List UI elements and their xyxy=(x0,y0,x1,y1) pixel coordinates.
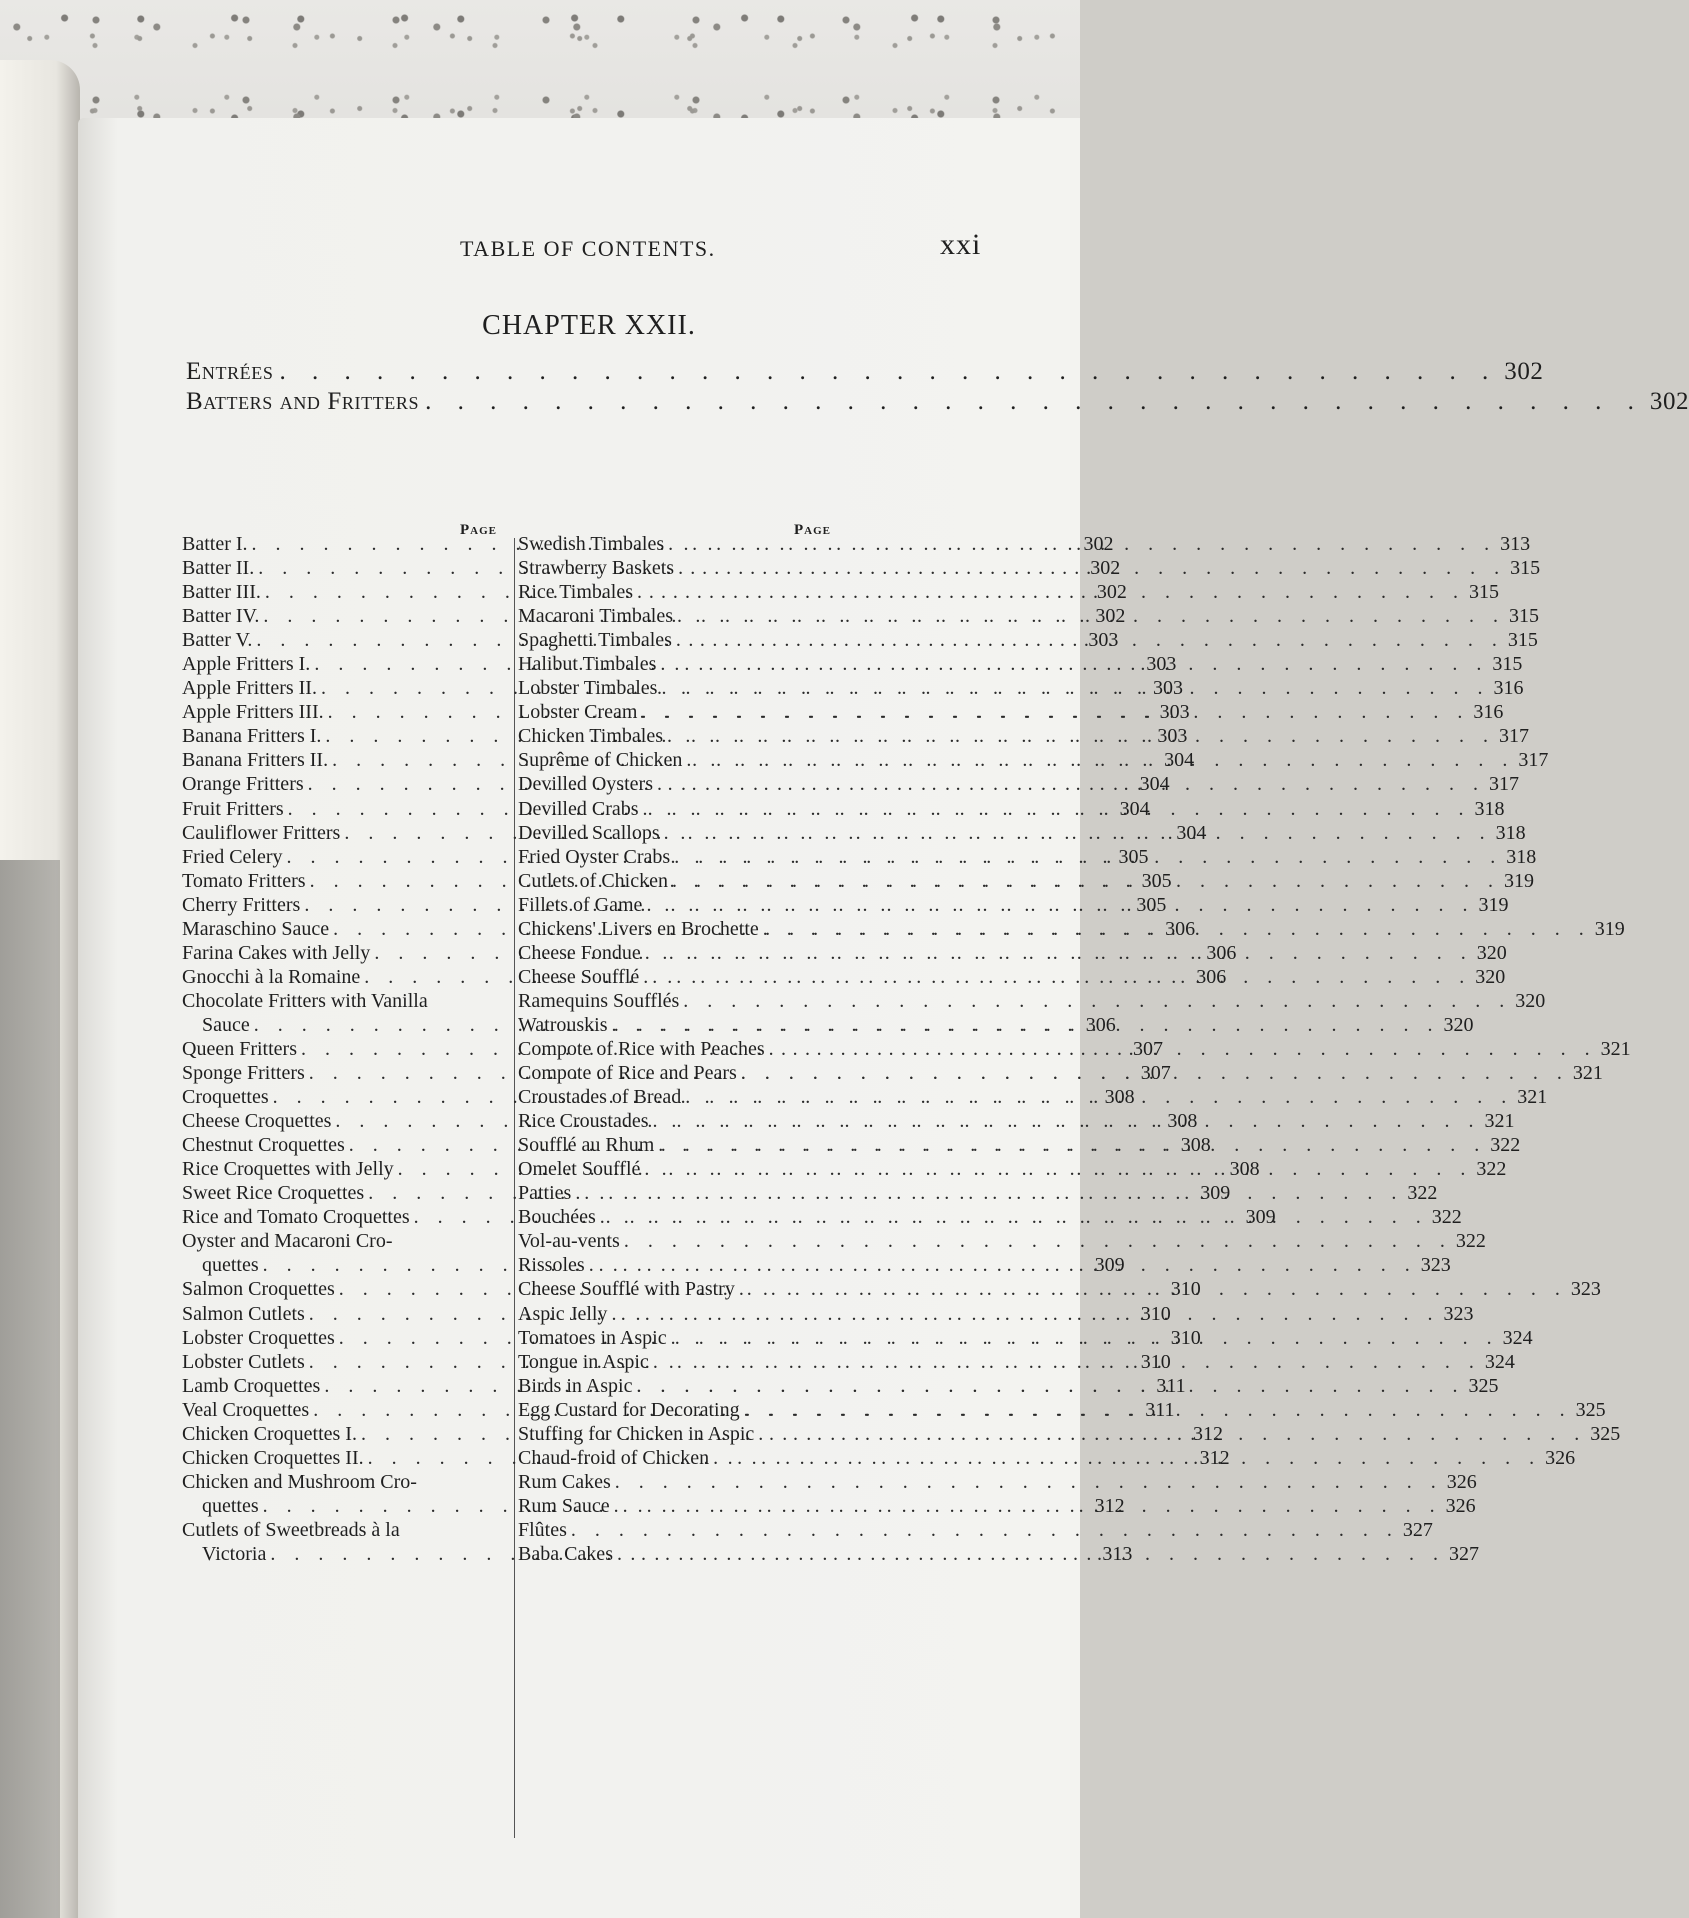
leader-dots xyxy=(637,580,1465,604)
leader-dots xyxy=(645,941,1473,965)
entry-page: 305 xyxy=(1118,845,1149,868)
entry-page: 311 xyxy=(1145,1398,1175,1421)
entry-page: 303 xyxy=(1152,677,1183,700)
entry-page: 321 xyxy=(1600,1037,1631,1060)
entry-page: 304 xyxy=(1139,773,1170,796)
entry-page: 321 xyxy=(1484,1110,1515,1133)
left-column-page-header: Page xyxy=(460,522,497,538)
entry-title: Soufflé au Rhum xyxy=(518,1134,655,1157)
entry-title: Batter IV. xyxy=(182,605,260,628)
entry-title: Lobster Cream xyxy=(518,701,638,724)
leader-dots xyxy=(617,1542,1445,1566)
entry-page: 306 xyxy=(1085,1013,1116,1036)
entry-page: 315 xyxy=(1510,557,1541,580)
toc-entry xyxy=(182,1518,512,1542)
leader-dots xyxy=(653,1109,1481,1133)
entry-title: Batter II. xyxy=(182,557,255,580)
entry-title: Banana Fritters I. xyxy=(182,725,322,748)
entry-title: Chicken Croquettes I. xyxy=(182,1422,357,1445)
entry-page: 317 xyxy=(1488,773,1519,796)
entry-title: Sweet Rice Croquettes xyxy=(182,1182,365,1205)
leader-dots xyxy=(685,1085,1513,1109)
entry-page: 304 xyxy=(1119,797,1150,820)
entry-page: 320 xyxy=(1443,1013,1474,1036)
entry-title: Rum Sauce xyxy=(518,1494,610,1517)
entry-page: 325 xyxy=(1468,1374,1499,1397)
entry-title: Cheese Croquettes xyxy=(182,1110,332,1133)
leader-dots xyxy=(674,845,1502,869)
entry-page: 320 xyxy=(1476,941,1507,964)
leader-dots xyxy=(615,1470,1443,1494)
entry-page: 312 xyxy=(1192,1422,1223,1445)
entry-page: 323 xyxy=(1570,1278,1601,1301)
entry-page: 324 xyxy=(1502,1326,1533,1349)
entry-title: Tomato Fritters xyxy=(182,869,306,892)
toc-entry xyxy=(518,1518,1433,1542)
leader-dots xyxy=(660,652,1488,676)
entry-page: 323 xyxy=(1443,1302,1474,1325)
entry-title: Tongue in Aspic xyxy=(518,1350,649,1373)
shadow xyxy=(0,860,60,1918)
entry-page: 303 xyxy=(1088,629,1119,652)
entry-title: Cutlets of Sweetbreads à la xyxy=(182,1518,400,1541)
leader-dots xyxy=(667,724,1495,748)
leader-dots xyxy=(739,1277,1567,1301)
entry-title: Cherry Fritters xyxy=(182,893,301,916)
entry-title: Chickens' Livers en Brochette xyxy=(518,917,759,940)
leader-dots xyxy=(624,1229,1452,1253)
leader-dots xyxy=(763,917,1591,941)
entry-page: 323 xyxy=(1420,1254,1451,1277)
leader-dots xyxy=(653,1350,1481,1374)
entry-title: Rum Cakes xyxy=(518,1470,611,1493)
entry-page: 319 xyxy=(1503,869,1534,892)
entry-page: 305 xyxy=(1141,869,1172,892)
entry-title: Maraschino Sauce xyxy=(182,917,330,940)
section-entry xyxy=(186,358,1544,388)
entry-title: Sponge Fritters xyxy=(182,1062,305,1085)
entry-title: Fried Oyster Crabs xyxy=(518,845,671,868)
entry-title: Lobster Cutlets xyxy=(182,1350,305,1373)
leader-dots xyxy=(672,869,1500,893)
entry-page: 322 xyxy=(1476,1158,1507,1181)
leader-dots xyxy=(571,1518,1399,1542)
leader-dots xyxy=(741,1061,1569,1085)
entry-title: Birds in Aspic xyxy=(518,1374,633,1397)
leader-dots xyxy=(425,388,1644,416)
entry-page: 316 xyxy=(1493,677,1524,700)
entry-title: Batter I. xyxy=(182,533,248,555)
entry-page: 313 xyxy=(1102,1542,1133,1565)
entry-title: Apple Fritters I. xyxy=(182,653,311,676)
leader-dots xyxy=(575,1181,1403,1205)
leader-dots xyxy=(686,748,1514,772)
leader-dots xyxy=(661,676,1489,700)
entry-page: 304 xyxy=(1176,821,1207,844)
entry-page: 317 xyxy=(1518,749,1549,772)
entry-title: Bouchées xyxy=(518,1206,596,1229)
entry-title: Victoria xyxy=(202,1542,267,1565)
entry-title: Salmon Croquettes xyxy=(182,1278,335,1301)
entry-title: Apple Fritters II. xyxy=(182,677,317,700)
leader-dots xyxy=(744,1398,1572,1422)
leader-dots xyxy=(589,1253,1417,1277)
entry-title: quettes xyxy=(202,1254,259,1277)
entry-page: 313 xyxy=(1500,533,1531,555)
leader-dots xyxy=(683,989,1511,1013)
leader-dots xyxy=(641,700,1469,724)
entry-page: 312 xyxy=(1199,1446,1230,1469)
leader-dots xyxy=(644,1157,1472,1181)
entry-title: Chaud-froid of Chicken xyxy=(518,1446,710,1469)
entry-title: Banana Fritters II. xyxy=(182,749,329,772)
entry-page: 324 xyxy=(1484,1350,1515,1373)
entry-page: 315 xyxy=(1509,605,1539,628)
entry-title: Orange Fritters xyxy=(182,773,304,796)
leader-dots xyxy=(668,532,1496,556)
entry-page: 326 xyxy=(1445,1494,1476,1517)
entry-title: Lobster Timbales xyxy=(518,677,658,700)
entry-page: 302 xyxy=(1095,605,1126,628)
entry-title: Rice Croquettes with Jelly xyxy=(182,1158,394,1181)
entry-title: Rissoles xyxy=(518,1254,585,1277)
entry-title: Croustades of Bread xyxy=(518,1086,682,1109)
entry-page: 326 xyxy=(1446,1470,1477,1493)
entry-title: Lamb Croquettes xyxy=(182,1374,321,1397)
entry-page: 310 xyxy=(1140,1350,1171,1373)
leader-dots xyxy=(758,1422,1586,1446)
entry-page: 325 xyxy=(1575,1398,1606,1421)
book-page xyxy=(78,118,1689,1918)
entry-page: 315 xyxy=(1492,653,1523,676)
entry-title: Vol-au-vents xyxy=(518,1230,620,1253)
entry-page: 317 xyxy=(1499,725,1530,748)
leader-dots xyxy=(657,772,1485,796)
entry-page: 318 xyxy=(1506,845,1537,868)
entry-title: Spaghetti Timbales xyxy=(518,629,672,652)
entry-page: 308 xyxy=(1229,1158,1260,1181)
entry-title: Flûtes xyxy=(518,1518,567,1541)
entry-page: 308 xyxy=(1104,1086,1135,1109)
leader-dots xyxy=(658,1133,1486,1157)
entry-page: 307 xyxy=(1132,1037,1163,1060)
entry-page: 320 xyxy=(1515,989,1546,1012)
entry-title: Stuffing for Chicken in Aspic xyxy=(518,1422,755,1445)
entry-page: 321 xyxy=(1517,1086,1548,1109)
leader-dots xyxy=(600,1205,1428,1229)
leader-dots xyxy=(279,358,1498,386)
entry-page: 310 xyxy=(1170,1326,1201,1349)
entry-page: 315 xyxy=(1507,629,1538,652)
entry-title: Salmon Cutlets xyxy=(182,1302,305,1325)
entry-page: 322 xyxy=(1455,1230,1486,1253)
entry-title: Cauliflower Fritters xyxy=(182,821,341,844)
entry-title: Compote of Rice with Peaches xyxy=(518,1037,765,1060)
entry-page: 322 xyxy=(1490,1134,1521,1157)
entry-page: 307 xyxy=(1140,1062,1171,1085)
entry-page: 322 xyxy=(1431,1206,1462,1229)
leader-dots xyxy=(614,1494,1442,1518)
section-list xyxy=(186,358,1689,418)
entry-title: Patties xyxy=(518,1182,572,1205)
entry-title: Sauce xyxy=(202,1013,250,1036)
leader-dots xyxy=(671,1326,1499,1350)
entry-page: 319 xyxy=(1594,917,1625,940)
section-page: 302 xyxy=(1649,388,1689,415)
entry-title: Devilled Crabs xyxy=(518,797,639,820)
entry-page: 303 xyxy=(1159,701,1190,724)
entry-page: 303 xyxy=(1157,725,1188,748)
entry-page: 309 xyxy=(1245,1206,1276,1229)
entry-title: Egg Custard for Decorating xyxy=(518,1398,740,1421)
right-column-page-header: Page xyxy=(794,522,831,538)
entry-page: 306 xyxy=(1206,941,1237,964)
entry-page: 312 xyxy=(1094,1494,1125,1517)
section-entry xyxy=(186,388,1689,418)
entry-title: Fruit Fritters xyxy=(182,797,284,820)
entry-title: Rice and Tomato Croquettes xyxy=(182,1206,410,1229)
entry-title: Tomatoes in Aspic xyxy=(518,1326,667,1349)
leader-dots xyxy=(677,604,1505,628)
page-number: xxi xyxy=(940,228,982,261)
entry-title: Swedish Timbales xyxy=(518,533,665,555)
entry-page: 310 xyxy=(1170,1278,1201,1301)
entry-title: Ramequins Soufflés xyxy=(518,989,680,1012)
section-label: Batters and Fritters xyxy=(186,388,420,415)
leader-dots xyxy=(646,893,1474,917)
entry-title: Baba Cakes xyxy=(518,1542,613,1565)
running-head xyxy=(78,228,1080,276)
leader-dots xyxy=(611,1302,1439,1326)
section-page: 302 xyxy=(1504,358,1544,385)
entry-title: Devilled Scallops xyxy=(518,821,660,844)
entry-title: Aspic Jelly xyxy=(518,1302,608,1325)
toc-entry xyxy=(182,1229,512,1253)
running-title: TABLE OF CONTENTS. xyxy=(460,236,716,261)
entry-page: 308 xyxy=(1167,1110,1198,1133)
entry-title: Chicken and Mushroom Cro- xyxy=(182,1470,417,1493)
entry-page: 305 xyxy=(1136,893,1167,916)
entry-title: Gnocchi à la Romaine xyxy=(182,965,361,988)
entry-title: Lobster Croquettes xyxy=(182,1326,335,1349)
entry-title: quettes xyxy=(202,1494,259,1517)
entry-title: Strawberry Baskets xyxy=(518,557,675,580)
entry-title: Apple Fritters III. xyxy=(182,701,324,724)
entry-title: Cheese Fondue xyxy=(518,941,641,964)
entry-page: 304 xyxy=(1164,749,1195,772)
entry-title: Veal Croquettes xyxy=(182,1398,310,1421)
entry-page: 306 xyxy=(1165,917,1196,940)
entry-title: Chestnut Croquettes xyxy=(182,1134,345,1157)
entry-page: 302 xyxy=(1083,533,1114,555)
leader-dots xyxy=(643,797,1471,821)
entry-title: Rice Croustades xyxy=(518,1110,649,1133)
entry-title: Compote of Rice and Pears xyxy=(518,1062,737,1085)
entry-page: 318 xyxy=(1474,797,1505,820)
entry-title: Fillets of Game xyxy=(518,893,643,916)
entry-title: Macaroni Timbales xyxy=(518,605,673,628)
entry-page: 318 xyxy=(1495,821,1526,844)
entry-page: 327 xyxy=(1402,1518,1433,1541)
entry-page: 310 xyxy=(1140,1302,1171,1325)
entry-page: 321 xyxy=(1572,1062,1603,1085)
entry-title: Cutlets of Chicken xyxy=(518,869,668,892)
entry-title: Chicken Timbales xyxy=(518,725,664,748)
entry-title: Batter V. xyxy=(182,629,253,652)
entry-page: 320 xyxy=(1475,965,1506,988)
entry-title: Batter III. xyxy=(182,581,261,604)
entry-page: 327 xyxy=(1448,1542,1479,1565)
entry-page: 306 xyxy=(1196,965,1227,988)
leader-dots xyxy=(612,1013,1440,1037)
entry-title: Cheese Soufflé with Pastry xyxy=(518,1278,735,1301)
entry-page: 316 xyxy=(1473,701,1504,724)
entry-title: Rice Timbales xyxy=(518,581,634,604)
entry-page: 315 xyxy=(1469,581,1500,604)
entry-title: Queen Fritters xyxy=(182,1037,297,1060)
entry-title: Chicken Croquettes II. xyxy=(182,1446,364,1469)
entry-title: Farina Cakes with Jelly xyxy=(182,941,371,964)
leader-dots xyxy=(636,1374,1464,1398)
entry-page: 302 xyxy=(1090,557,1121,580)
entry-page: 303 xyxy=(1146,653,1177,676)
entry-title: Croquettes xyxy=(182,1086,269,1109)
entry-title: Halibut Timbales xyxy=(518,653,657,676)
toc-entry xyxy=(182,989,512,1013)
leader-dots xyxy=(713,1446,1541,1470)
entry-page: 326 xyxy=(1545,1446,1576,1469)
leader-dots xyxy=(769,1037,1597,1061)
entry-title: Fried Celery xyxy=(182,845,283,868)
entry-title: Chocolate Fritters with Vanilla xyxy=(182,989,428,1012)
entry-page: 302 xyxy=(1096,581,1127,604)
entry-title: Omelet Soufflé xyxy=(518,1158,641,1181)
leader-dots xyxy=(676,628,1504,652)
entry-title: Cheese Soufflé xyxy=(518,965,640,988)
toc-entry xyxy=(518,1229,1486,1253)
leader-dots xyxy=(643,965,1471,989)
section-label: Entrées xyxy=(186,358,274,385)
entry-title: Watrouskis xyxy=(518,1013,608,1036)
entry-page: 309 xyxy=(1094,1254,1125,1277)
toc-entry xyxy=(518,989,1546,1013)
entry-page: 309 xyxy=(1200,1182,1231,1205)
entry-page: 319 xyxy=(1478,893,1509,916)
toc-entry xyxy=(518,1470,1477,1494)
entry-page: 311 xyxy=(1156,1374,1186,1397)
entry-title: Suprême of Chicken xyxy=(518,749,683,772)
leader-dots xyxy=(678,556,1506,580)
chapter-title: CHAPTER XXII. xyxy=(482,310,696,341)
entry-page: 325 xyxy=(1590,1422,1621,1445)
entry-page: 308 xyxy=(1180,1134,1211,1157)
toc-entry xyxy=(182,1470,512,1494)
entry-title: Devilled Oysters xyxy=(518,773,653,796)
entry-title: Oyster and Macaroni Cro- xyxy=(182,1230,393,1253)
leader-dots xyxy=(664,821,1492,845)
entry-page: 322 xyxy=(1407,1182,1438,1205)
